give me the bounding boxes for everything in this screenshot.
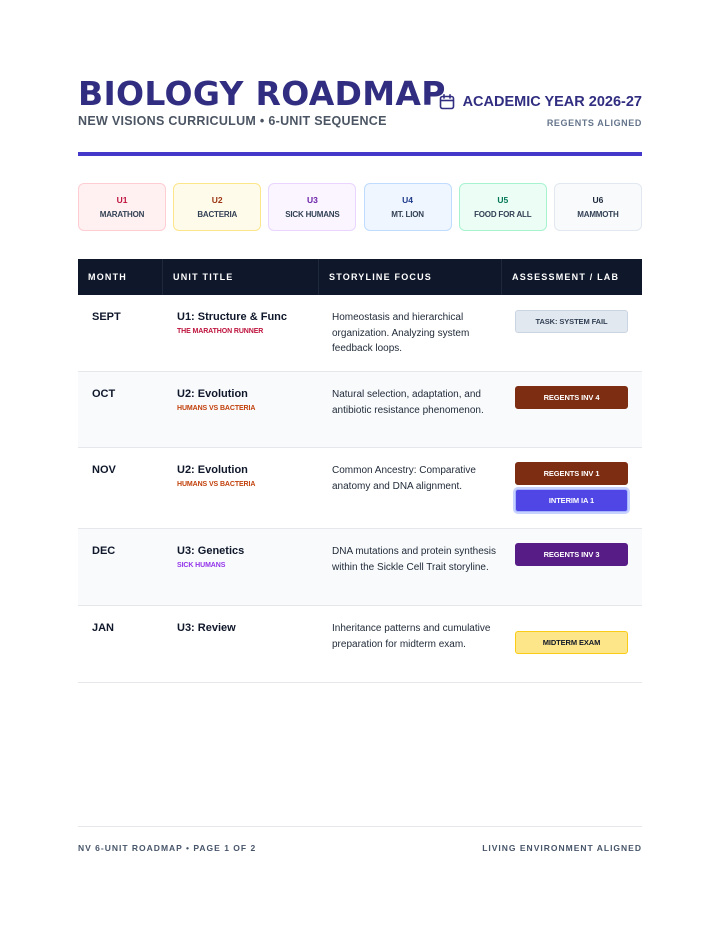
unit-code: U6 (592, 195, 604, 205)
column-header-assessment: ASSESSMENT / LAB (512, 272, 620, 282)
unit-code: U4 (402, 195, 413, 205)
table-row (78, 606, 642, 683)
assessment-badge: REGENTS INV 1 (515, 462, 628, 485)
unit-name: BACTERIA (197, 210, 238, 219)
row-month: SEPT (92, 311, 121, 323)
table-header (78, 259, 642, 295)
assessment-badge: MIDTERM EXAM (515, 631, 628, 654)
page-title: BIOLOGY ROADMAP (78, 74, 446, 113)
unit-name: MT. LION (391, 210, 424, 219)
unit-card-u5 (459, 183, 547, 231)
unit-card-u6 (554, 183, 642, 231)
unit-card-u2 (173, 183, 261, 231)
unit-card-u4 (364, 183, 452, 231)
footer-left: NV 6-UNIT ROADMAP • PAGE 1 OF 2 (78, 843, 257, 853)
page (78, 0, 642, 932)
header (78, 76, 642, 128)
row-storyline-focus: Common Ancestry: Comparative anatomy and DNA alignment. (332, 465, 476, 492)
row-unit-subtitle: SICK HUMANS (177, 562, 226, 569)
row-storyline-focus: Natural selection, adaptation, and antibiotic resistance phenomenon. (332, 389, 484, 416)
academic-year (439, 94, 642, 110)
assessment-badge: REGENTS INV 3 (515, 543, 628, 566)
row-month: OCT (92, 388, 116, 400)
table-row (78, 295, 642, 372)
alignment-label: REGENTS ALIGNED (546, 118, 642, 128)
table-row (78, 372, 642, 448)
row-unit-subtitle: HUMANS VS BACTERIA (177, 481, 256, 488)
row-unit-title: U2: Evolution (177, 388, 248, 400)
column-header-unit-title: UNIT TITLE (173, 272, 234, 282)
footer-right: LIVING ENVIRONMENT ALIGNED (482, 843, 642, 853)
row-unit-title: U2: Evolution (177, 464, 248, 476)
academic-year-label: ACADEMIC YEAR 2026-27 (462, 94, 642, 110)
unit-name: MARATHON (99, 210, 145, 219)
row-month: NOV (92, 464, 116, 476)
row-unit-subtitle: THE MARATHON RUNNER (177, 328, 264, 335)
table-row (78, 529, 642, 606)
unit-cards (78, 183, 642, 231)
unit-name: FOOD FOR ALL (474, 210, 532, 219)
unit-name: SICK HUMANS (285, 210, 340, 219)
unit-code: U3 (306, 195, 318, 205)
assessment-badge: INTERIM IA 1 (515, 489, 628, 512)
row-unit-title: U3: Review (177, 622, 236, 634)
row-storyline-focus: Homeostasis and hierarchical organization. Analyzing system feedback loops. (332, 312, 470, 354)
unit-card-u1 (78, 183, 166, 231)
row-storyline-focus: Inheritance patterns and cumulative preparation for midterm exam. (332, 623, 491, 650)
unit-code: U5 (497, 195, 509, 205)
row-month: DEC (92, 545, 116, 557)
unit-code: U2 (211, 195, 223, 205)
row-unit-subtitle: HUMANS VS BACTERIA (177, 405, 256, 412)
column-header-month: MONTH (88, 272, 127, 282)
table-row (78, 448, 642, 529)
assessment-badge: TASK: SYSTEM FAIL (515, 310, 628, 333)
assessment-badge: REGENTS INV 4 (515, 386, 628, 409)
unit-card-u3 (268, 183, 356, 231)
unit-code: U1 (116, 195, 128, 205)
row-storyline-focus: DNA mutations and protein synthesis within the Sickle Cell Trait storyline. (332, 546, 496, 573)
row-unit-title: U3: Genetics (177, 545, 245, 557)
unit-name: MAMMOTH (577, 210, 619, 219)
calendar-icon (439, 94, 455, 110)
column-header-storyline-focus: STORYLINE FOCUS (329, 272, 433, 282)
page-subtitle: NEW VISIONS CURRICULUM • 6-UNIT SEQUENCE (78, 114, 387, 128)
row-unit-title: U1: Structure & Func (177, 311, 288, 323)
header-rule (78, 152, 642, 156)
footer-rule (78, 826, 642, 827)
row-month: JAN (92, 622, 115, 634)
